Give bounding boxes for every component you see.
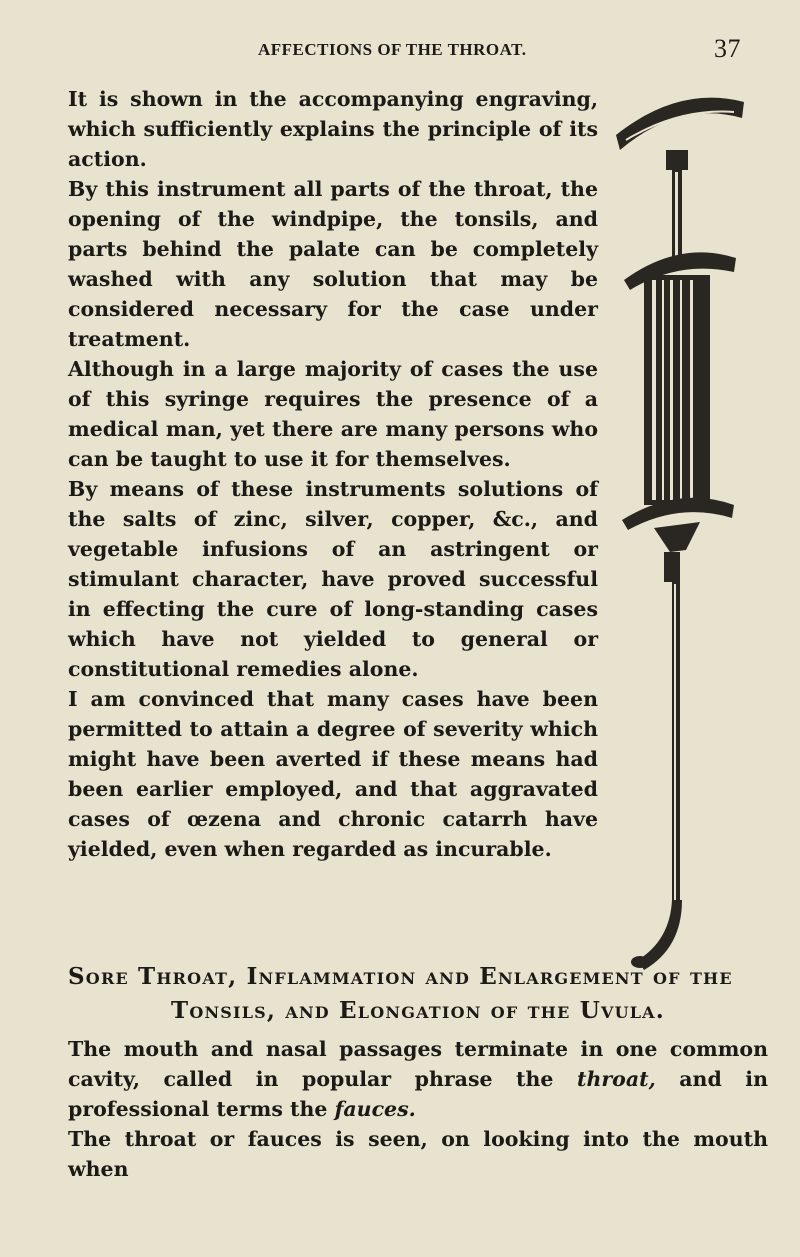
italic-term: throat, xyxy=(576,1067,656,1091)
section-heading-line-2: Tonsils, and Elongation of the Uvula. xyxy=(171,997,665,1024)
paragraph xyxy=(68,1034,768,1124)
paragraph: I am convinced that many cases have been permitted to attain a degree of severity which might have been averted if these means had been earlier employed, and that aggravated cases of œzena and chronic catarrh have yielded, even when regarded as incurable. xyxy=(68,687,598,861)
paragraph: By means of these instruments solutions of the salts of zinc, silver, copper, &c., and vegetable infusions of an astringent or stimulant character, have proved successful in effecting the cure of long-standing cases which have not yielded to general or constitutional remedies alone. xyxy=(68,477,598,681)
text-run: and in professional terms the xyxy=(68,1067,768,1121)
text-run: The mouth and nasal passages terminate in one common cavity, called in popular phrase the xyxy=(68,1037,768,1091)
paragraph: By this instrument all parts of the throat, the opening of the windpipe, the tonsils, and parts behind the palate can be completely washed with any solution that may be considered necessary for the case under treatment. xyxy=(68,177,598,351)
italic-term: fauces. xyxy=(334,1097,416,1121)
paragraph: Although in a large majority of cases the use of this syringe requires the presence of a medical man, yet there are many persons who can be taught to use it for themselves. xyxy=(68,357,598,471)
text-column xyxy=(68,84,598,864)
header-title: AFFECTIONS OF THE THROAT. xyxy=(258,40,527,59)
section-heading xyxy=(68,960,768,1028)
paragraph: The throat or fauces is seen, on looking into the mouth when xyxy=(68,1127,768,1181)
throat-syringe-engraving-icon xyxy=(604,90,754,970)
page-number: 37 xyxy=(714,34,741,63)
paragraph: It is shown in the accompanying engraving, which sufficiently explains the principle of its action. xyxy=(68,87,598,171)
body-text xyxy=(68,1034,768,1184)
section-heading-line-1: Sore Throat, Inflammation and Enlargement of the xyxy=(68,963,733,990)
